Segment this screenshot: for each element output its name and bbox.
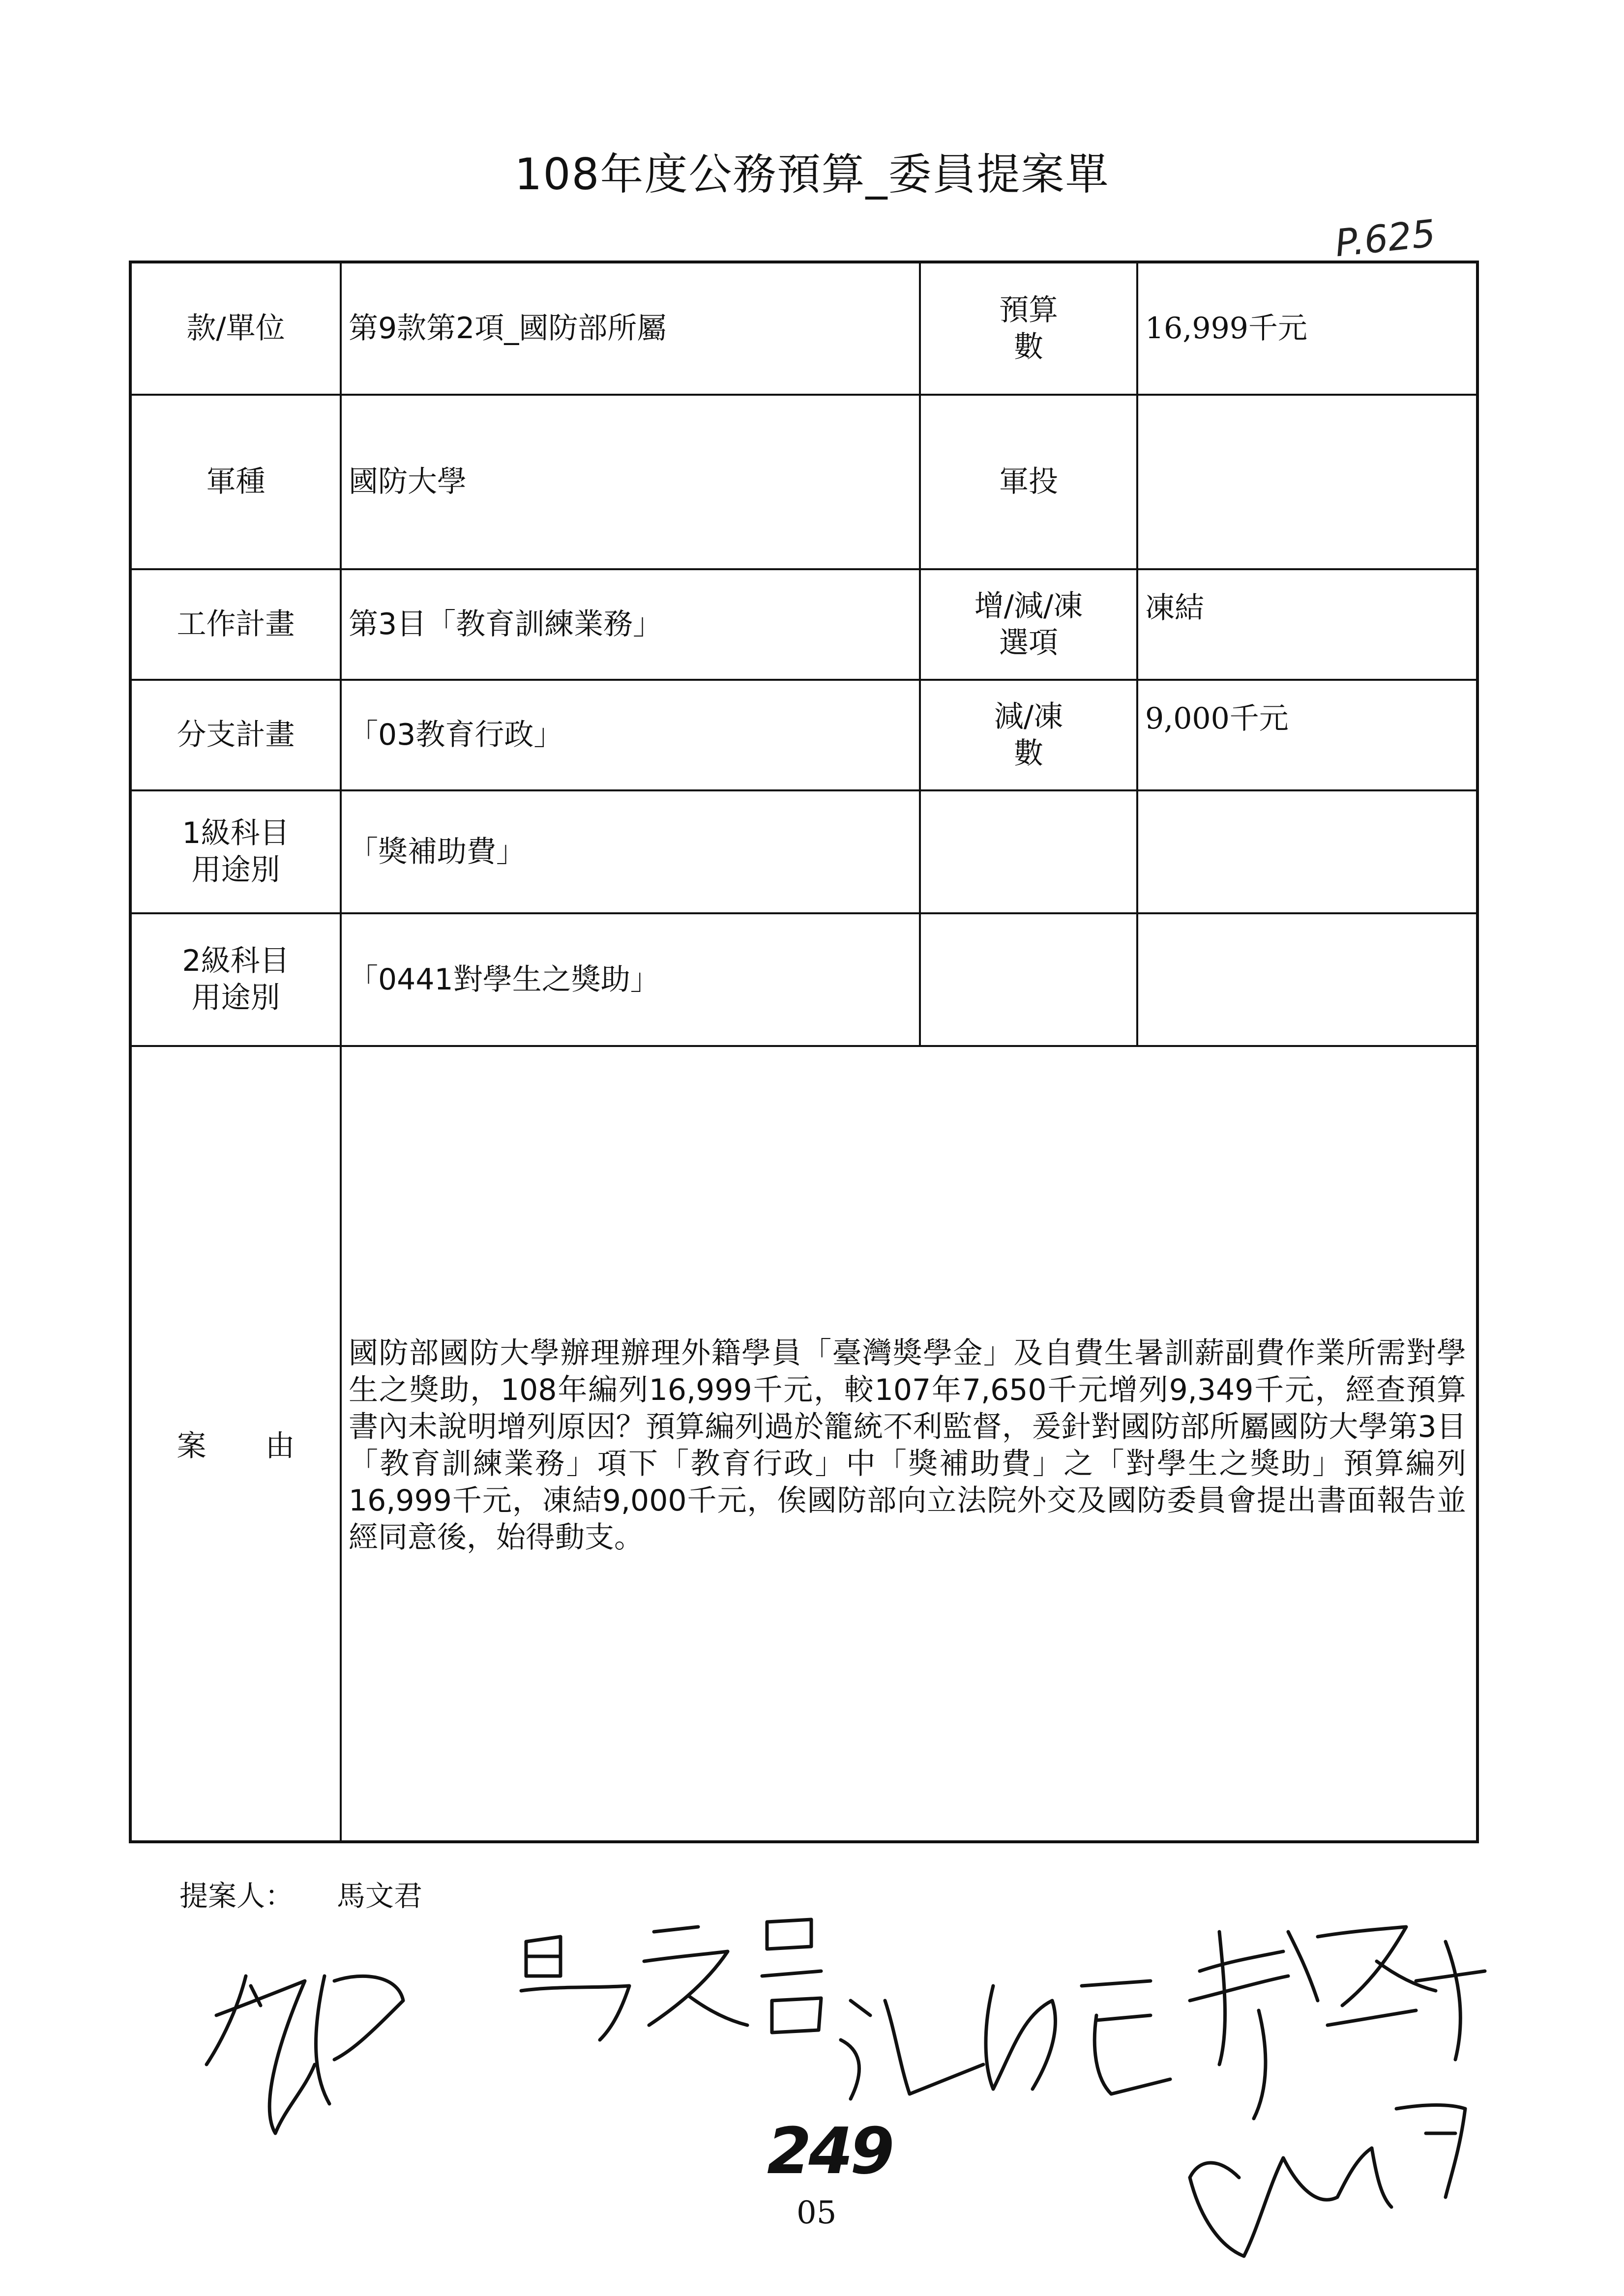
work-plan-value: 第3目「教育訓練業務」 (341, 569, 920, 680)
page-code: 05 (797, 2195, 837, 2231)
service-label: 軍種 (130, 395, 341, 569)
proposer-name: 馬文君 (337, 1879, 423, 1913)
branch-plan-label: 分支計畫 (130, 680, 341, 790)
branch-plan-value: 「03教育行政」 (341, 680, 920, 790)
page-reference: P.625 (1332, 211, 1438, 265)
option-value: 凍結 (1137, 569, 1477, 680)
level2-label: 2級科目用途別 (130, 913, 341, 1046)
budget-value: 16,999千元 (1137, 262, 1477, 395)
signature-bottom-right (1190, 2010, 1465, 2256)
service-value: 國防大學 (341, 395, 920, 569)
level2-empty-b (1137, 913, 1477, 1046)
military-invest-value (1137, 395, 1477, 569)
level2-value: 「0441對學生之獎助」 (341, 913, 920, 1046)
proposer-label: 提案人： (179, 1879, 294, 1913)
reason-label: 案 由 (130, 1046, 341, 1842)
level1-label: 1級科目用途別 (130, 790, 341, 913)
amount-value: 9,000千元 (1137, 680, 1477, 790)
signature-lin-lichan (1190, 1927, 1485, 2064)
level2-empty-a (920, 913, 1137, 1046)
page-title: 108年度公務預算_委員提案單 (514, 149, 1110, 200)
signature-left (207, 1976, 403, 2133)
budget-label: 預算數 (920, 262, 1137, 395)
level1-empty-a (920, 790, 1137, 913)
reason-text: 國防部國防大學辦理辦理外籍學員「臺灣獎學金」及自費生暑訓薪副費作業所需對學生之獎助，108年編列16,999千元，較107年7,650千元增列9,349千元，經查預算書內未說明增列原因？預算編列過於籠統不利監督，爰針對國防部所屬國防大學第3目「教育訓練業務」項下「教育行政」中「獎補助費」之「對學生之獎助」預算編列16,999千元，凍結9,000千元，俟國防部向立法院外交及國防委員會提出書面報告並經同意後，始得動支。 (341, 1046, 1477, 1842)
signature-jiang-qichen (841, 1981, 1170, 2099)
level1-empty-b (1137, 790, 1477, 913)
unit-label: 款/單位 (130, 262, 341, 395)
signature-ma-wenjun (521, 1919, 821, 2040)
handwritten-signatures (187, 1902, 1564, 2296)
amount-label: 減/凍數 (920, 680, 1137, 790)
work-plan-label: 工作計畫 (130, 569, 341, 680)
level1-value: 「獎補助費」 (341, 790, 920, 913)
unit-value: 第9款第2項_國防部所屬 (341, 262, 920, 395)
military-invest-label: 軍投 (920, 395, 1137, 569)
page-number: 249 (767, 2114, 892, 2188)
option-label: 增/減/凍選項 (920, 569, 1137, 680)
proposal-form (129, 261, 1479, 1843)
